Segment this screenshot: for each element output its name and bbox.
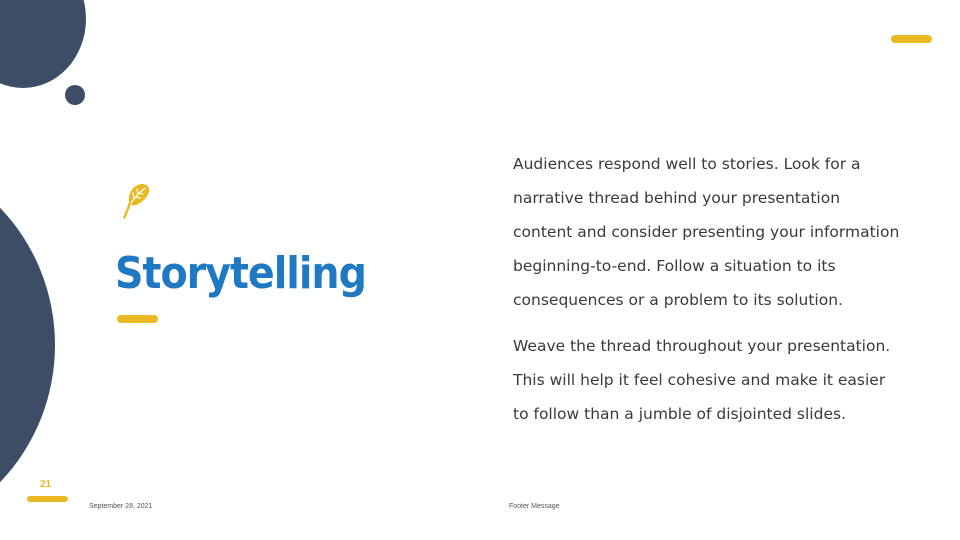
page-number: 21 (40, 479, 52, 490)
body-paragraph: Audiences respond well to stories. Look for a narrative thread behind your presentation content and consider presenting your information beginning-to-end. Follow a situation to its consequences or a problem to its solution. (513, 155, 900, 309)
body-text (513, 147, 903, 431)
title-underline-bar (117, 315, 158, 323)
footer-message: Footer Message (509, 503, 560, 510)
page-number-bar (27, 496, 68, 502)
slide-title: Storytelling (115, 248, 366, 299)
decorative-circle-top (0, 0, 86, 88)
accent-bar-top-right (891, 35, 932, 43)
footer-date: September 28, 2021 (89, 503, 153, 510)
decorative-circle-small (65, 85, 85, 105)
body-paragraph: Weave the thread throughout your presentation. This will help it feel cohesive and make it easier to follow than a jumble of disjointed slides. (513, 337, 891, 423)
feather-icon (118, 180, 154, 222)
